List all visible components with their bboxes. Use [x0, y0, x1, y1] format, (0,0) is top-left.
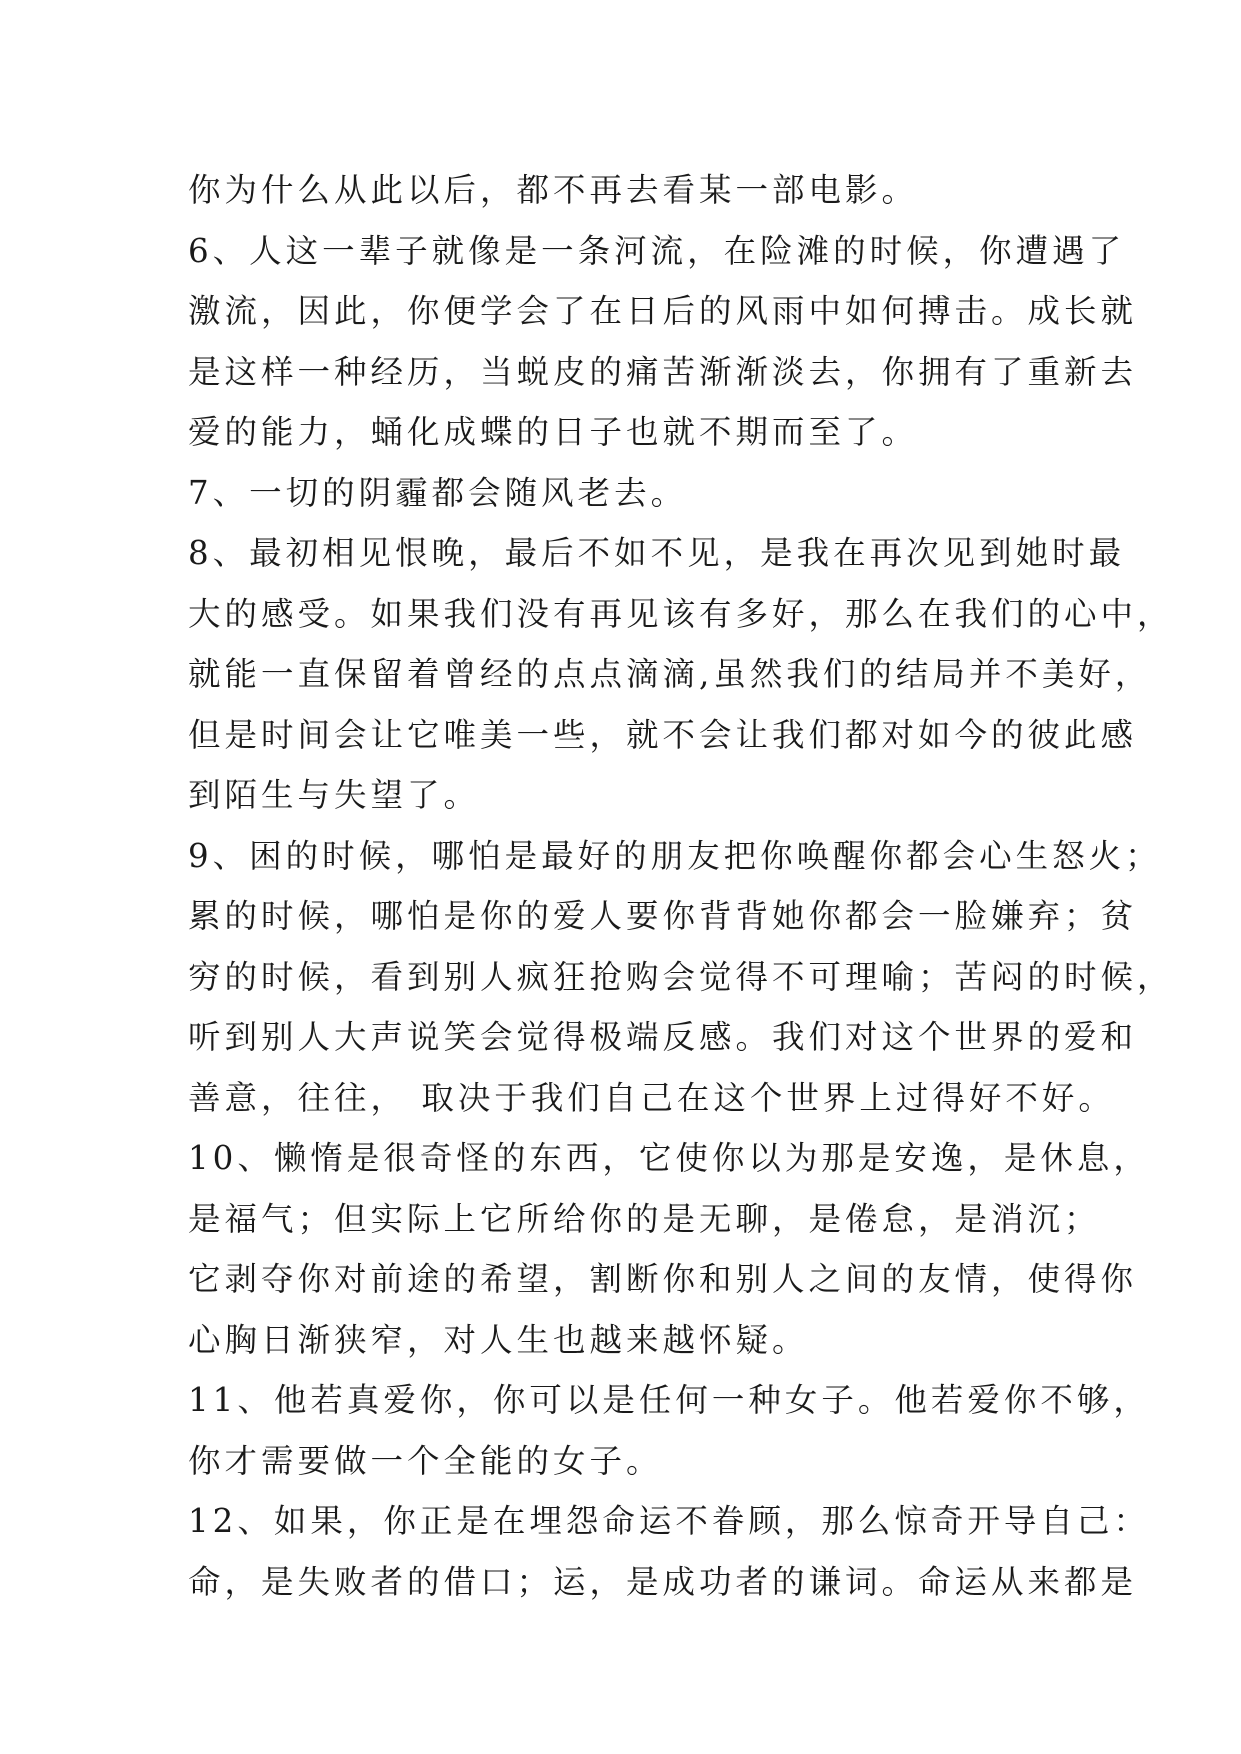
text-line: 6、人这一辈子就像是一条河流，在险滩的时候，你遭遇了	[188, 231, 1126, 270]
text-line: 是福气；但实际上它所给你的是无聊，是倦怠，是消沉；	[188, 1199, 1101, 1238]
text-line: 9、困的时候，哪怕是最好的朋友把你唤醒你都会心生怒火；	[188, 836, 1162, 875]
text-line: 你为什么从此以后，都不再去看某一部电影。	[188, 171, 919, 209]
text-line: 心胸日渐狭窄，对人生也越来越怀疑。	[188, 1320, 809, 1359]
text-line: 大的感受。如果我们没有再见该有多好，那么在我们的心中，	[188, 594, 1174, 633]
text-line: 爱的能力，蛹化成蝶的日子也就不期而至了。	[188, 413, 919, 451]
text-line: 听到别人大声说笑会觉得极端反感。我们对这个世界的爱和	[188, 1018, 1138, 1056]
text-line: 命，是失败者的借口；运，是成功者的谦词。命运从来都是	[188, 1562, 1138, 1601]
text-line: 8、最初相见恨晚，最后不如不见，是我在再次见到她时最	[188, 534, 1126, 572]
text-line: 12、如果，你正是在埋怨命运不眷顾，那么惊奇开导自己：	[188, 1502, 1150, 1540]
document-body	[188, 160, 1174, 1612]
text-line: 是这样一种经历，当蜕皮的痛苦渐渐淡去，你拥有了重新去	[188, 352, 1138, 391]
text-line: 累的时候，哪怕是你的爱人要你背背她你都会一脸嫌弃；贫	[188, 897, 1138, 935]
text-line: 善意，往往， 取决于我们自己在这个世界上过得好不好。	[188, 1078, 1115, 1117]
text-line: 穷的时候，看到别人疯狂抢购会觉得不可理喻；苦闷的时候，	[188, 957, 1174, 996]
text-line: 激流，因此，你便学会了在日后的风雨中如何搏击。成长就	[188, 292, 1138, 330]
text-line: 你才需要做一个全能的女子。	[188, 1441, 663, 1480]
text-line: 它剥夺你对前途的希望，割断你和别人之间的友情，使得你	[188, 1260, 1138, 1298]
text-line: 但是时间会让它唯美一些，就不会让我们都对如今的彼此感	[188, 715, 1138, 754]
text-line: 11、他若真爱你，你可以是任何一种女子。他若爱你不够，	[188, 1381, 1150, 1419]
text-line: 就能一直保留着曾经的点点滴滴,虽然我们的结局并不美好，	[188, 655, 1152, 693]
text-line: 10、懒惰是很奇怪的东西，它使你以为那是安逸，是休息，	[188, 1139, 1150, 1177]
text-line: 到陌生与失望了。	[188, 776, 481, 814]
text-line: 7、一切的阴霾都会随风老去。	[188, 473, 688, 512]
